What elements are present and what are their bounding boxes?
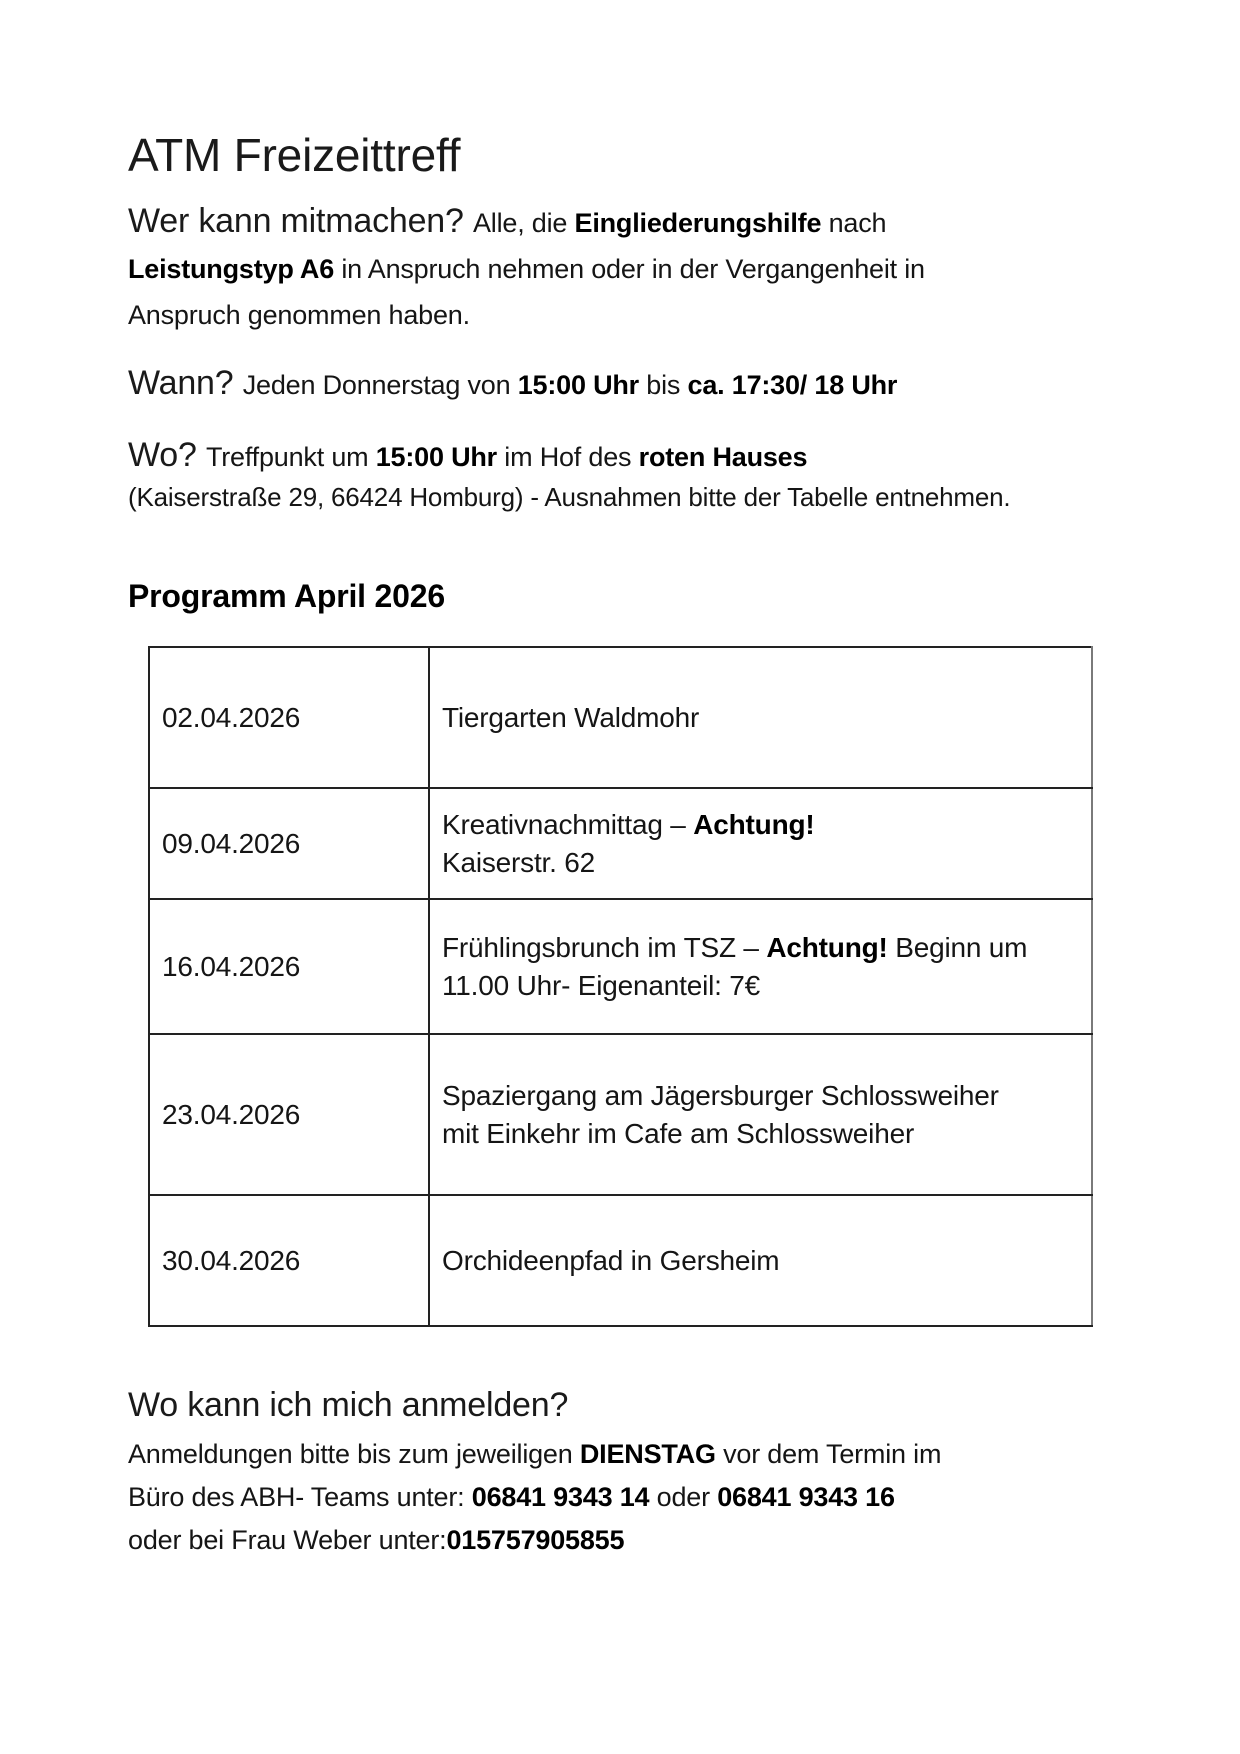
where-address-line: (Kaiserstraße 29, 66424 Homburg) - Ausnahmen bitte der Tabelle entnehmen. bbox=[128, 482, 1011, 512]
table-row bbox=[149, 788, 1092, 899]
who-run-2-bold: Eingliederungshilfe bbox=[574, 208, 822, 238]
who-run-1: Alle, die bbox=[472, 208, 575, 238]
signup-run-bold: DIENSTAG bbox=[579, 1439, 716, 1469]
activity-line bbox=[442, 806, 1077, 844]
activity-cell bbox=[429, 788, 1092, 899]
signup-line-3 bbox=[128, 1519, 1095, 1562]
date-cell: 23.04.2026 bbox=[149, 1034, 429, 1195]
where-run-3: im Hof des bbox=[497, 442, 639, 472]
activity-line: mit Einkehr im Cafe am Schlossweiher bbox=[442, 1117, 915, 1149]
program-heading: Programm April 2026 bbox=[128, 578, 445, 614]
section-when bbox=[128, 360, 1095, 408]
signup-run-bold: 06841 9343 16 bbox=[717, 1482, 895, 1512]
who-line-3: Anspruch genommen haben. bbox=[128, 300, 470, 330]
activity-cell bbox=[429, 899, 1092, 1034]
signup-run: Anmeldungen bitte bis zum jeweiligen bbox=[128, 1439, 580, 1469]
table-row bbox=[149, 1195, 1092, 1326]
signup-line-1 bbox=[128, 1433, 1095, 1476]
who-run-5: in Anspruch nehmen oder in der Vergangenheit in bbox=[334, 254, 925, 284]
signup-line-2 bbox=[128, 1476, 1095, 1519]
activity-cell bbox=[429, 1195, 1092, 1326]
table-row bbox=[149, 899, 1092, 1034]
activity-line bbox=[442, 929, 1077, 967]
activity-cell bbox=[429, 647, 1092, 788]
date-cell: 02.04.2026 bbox=[149, 647, 429, 788]
signup-run: Büro des ABH- Teams unter: bbox=[128, 1482, 472, 1512]
where-run-1: Treffpunkt um bbox=[205, 442, 376, 472]
activity-run-bold: Achtung! bbox=[693, 808, 815, 840]
who-run-3: nach bbox=[821, 208, 887, 238]
section-who bbox=[128, 198, 1095, 338]
activity-run-bold: Achtung! bbox=[766, 931, 888, 963]
date-cell: 16.04.2026 bbox=[149, 899, 429, 1034]
when-run-1: Jeden Donnerstag von bbox=[242, 370, 518, 400]
table-row bbox=[149, 647, 1092, 788]
section-where bbox=[128, 432, 1095, 514]
where-line-1 bbox=[128, 432, 1095, 480]
date-cell: 30.04.2026 bbox=[149, 1195, 429, 1326]
who-line-1 bbox=[128, 198, 1095, 246]
where-heading: Wo? bbox=[128, 436, 206, 474]
signup-run-bold: 015757905855 bbox=[446, 1525, 625, 1555]
table-row bbox=[149, 1034, 1092, 1195]
activity-run: Frühlingsbrunch im TSZ – bbox=[442, 931, 767, 963]
who-line-2 bbox=[128, 246, 1095, 292]
activity-line: Spaziergang am Jägersburger Schlossweiher bbox=[442, 1079, 999, 1111]
signup-paragraph bbox=[128, 1433, 1095, 1562]
signup-heading: Wo kann ich mich anmelden? bbox=[128, 1386, 569, 1424]
where-run-4-bold: roten Hauses bbox=[638, 442, 808, 472]
activity-cell bbox=[429, 1034, 1092, 1195]
where-run-2-bold: 15:00 Uhr bbox=[375, 442, 497, 472]
when-run-3: bis bbox=[638, 370, 688, 400]
program-table bbox=[148, 646, 1093, 1327]
signup-run-bold: 06841 9343 14 bbox=[471, 1482, 650, 1512]
date-cell: 09.04.2026 bbox=[149, 788, 429, 899]
signup-run: vor dem Termin im bbox=[715, 1439, 942, 1469]
activity-line: 11.00 Uhr- Eigenanteil: 7€ bbox=[442, 969, 761, 1001]
activity-run: Beginn um bbox=[887, 931, 1028, 963]
when-run-4-bold: ca. 17:30/ 18 Uhr bbox=[687, 370, 898, 400]
activity-run: Kreativnachmittag – bbox=[442, 808, 694, 840]
when-heading: Wann? bbox=[128, 364, 243, 402]
activity-line: Kaiserstr. 62 bbox=[442, 846, 596, 878]
who-heading: Wer kann mitmachen? bbox=[128, 202, 473, 240]
activity-line: Orchideenpfad in Gersheim bbox=[442, 1244, 780, 1276]
document-title: ATM Freizeittreff bbox=[128, 129, 461, 181]
signup-run: oder bbox=[649, 1482, 718, 1512]
when-run-2-bold: 15:00 Uhr bbox=[517, 370, 639, 400]
who-run-4-bold: Leistungstyp A6 bbox=[128, 254, 335, 284]
activity-line: Tiergarten Waldmohr bbox=[442, 701, 700, 733]
signup-run: oder bei Frau Weber unter: bbox=[128, 1525, 447, 1555]
